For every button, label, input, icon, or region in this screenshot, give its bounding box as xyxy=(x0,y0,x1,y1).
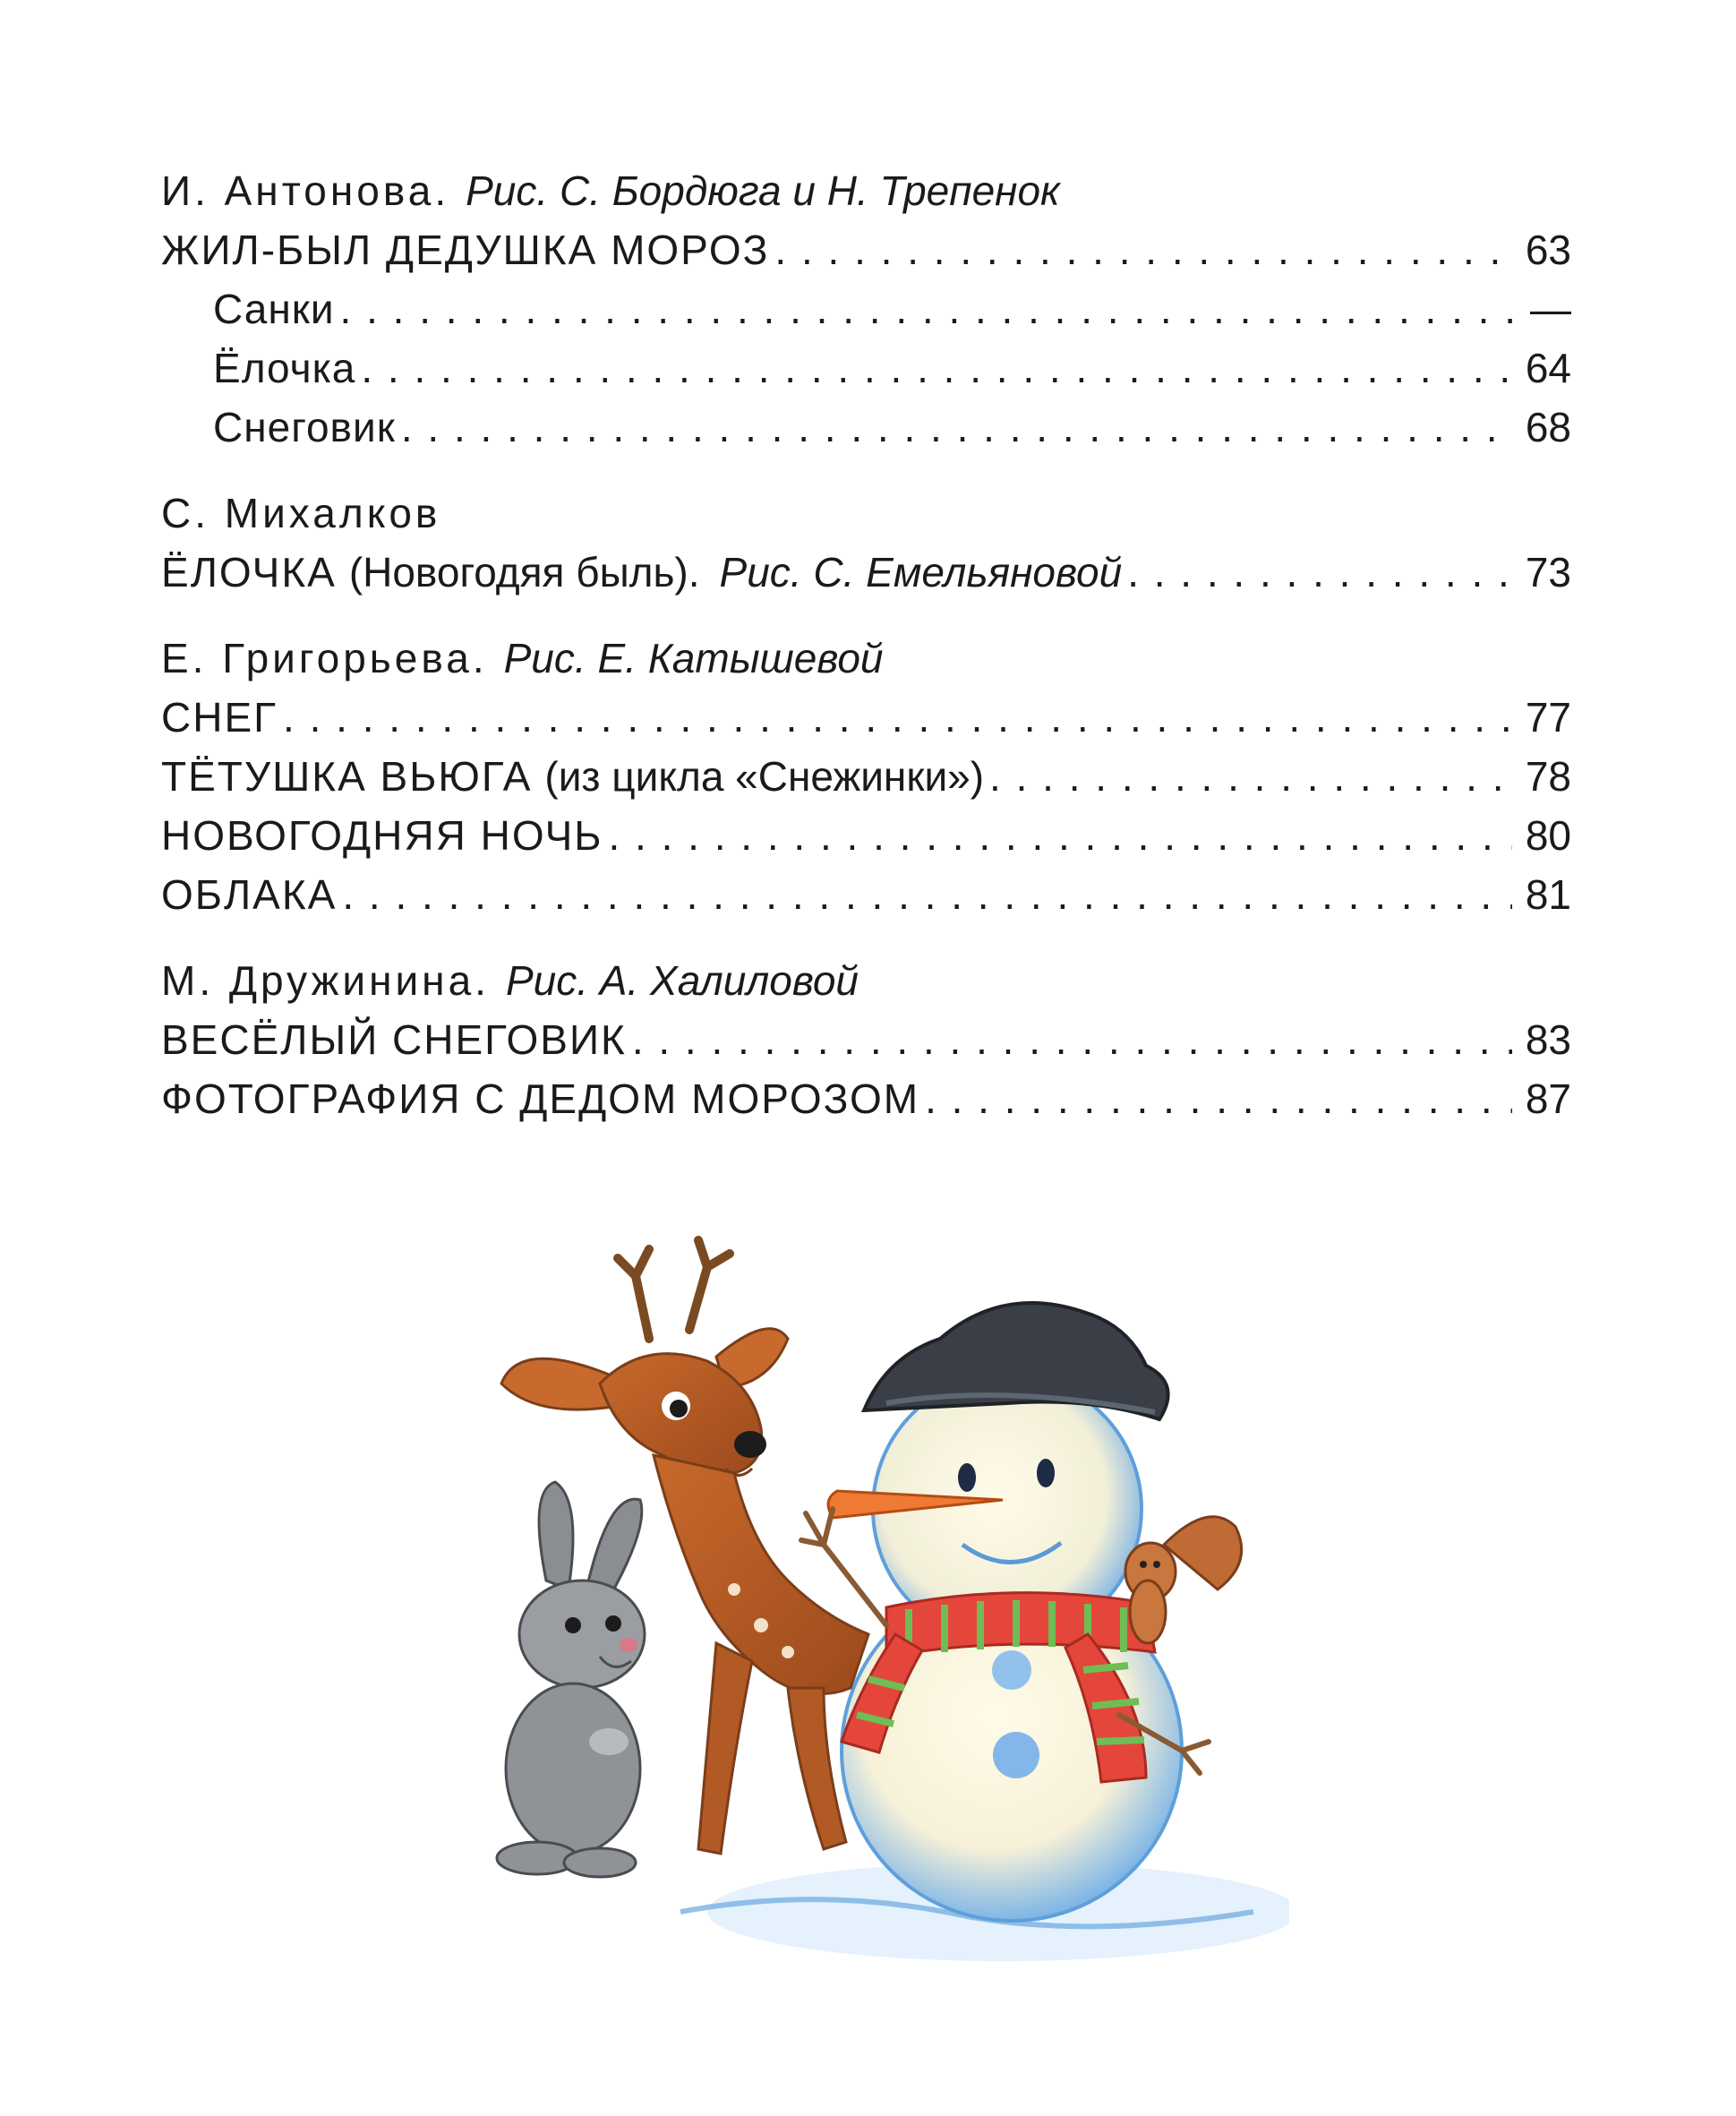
toc-subentry[interactable] xyxy=(161,398,1571,457)
dot-leader xyxy=(925,1069,1512,1128)
entry-title: СНЕГ xyxy=(161,694,278,741)
entry-title: ТЁТУШКА ВЬЮГА xyxy=(161,753,533,800)
squirrel xyxy=(1125,1517,1242,1643)
toc-entry[interactable] xyxy=(161,1010,1571,1069)
toc-entry[interactable] xyxy=(161,1069,1571,1128)
page-number: 73 xyxy=(1525,549,1571,595)
illustrator-credit: Рис. С. Бордюга и Н. Трепенок xyxy=(466,167,1060,214)
dot-leader xyxy=(989,747,1512,806)
page-number: 78 xyxy=(1525,753,1571,800)
dot-leader xyxy=(340,279,1512,338)
author-name: Е. Григорьева. xyxy=(161,635,488,681)
entry-title: Снеговик xyxy=(213,404,396,450)
entry-note: (из цикла «Снежинки») xyxy=(544,753,985,800)
author-line xyxy=(161,951,1571,1010)
toc-subentry[interactable] xyxy=(161,279,1571,338)
author-name: М. Дружинина. xyxy=(161,957,490,1004)
toc-section xyxy=(161,161,1571,457)
page-number: 77 xyxy=(1525,694,1571,741)
entry-title: ЁЛОЧКА xyxy=(161,549,337,595)
entry-note: (Новогодяя быль). xyxy=(348,549,700,595)
hare xyxy=(497,1482,645,1877)
entry-title: ВЕСЁЛЫЙ СНЕГОВИК xyxy=(161,1016,627,1063)
dot-leader xyxy=(342,865,1512,924)
dot-leader xyxy=(401,398,1512,457)
page-number: 83 xyxy=(1525,1016,1571,1063)
illustrator-credit: Рис. С. Емельяновой xyxy=(719,549,1123,595)
dot-leader xyxy=(361,338,1512,398)
page-number: 63 xyxy=(1525,227,1571,273)
author-name: С. Михалков xyxy=(161,490,441,536)
author-line xyxy=(161,161,1571,220)
entry-title: НОВОГОДНЯЯ НОЧЬ xyxy=(161,812,603,859)
author-line xyxy=(161,484,1571,543)
toc-section xyxy=(161,484,1571,602)
toc-entry[interactable] xyxy=(161,688,1571,747)
toc-entry[interactable] xyxy=(161,865,1571,924)
toc-entry[interactable] xyxy=(161,543,1571,602)
page-number: — xyxy=(1530,286,1571,332)
toc-entry[interactable] xyxy=(161,220,1571,279)
illustrator-credit: Рис. Е. Катышевой xyxy=(503,635,884,681)
author-name: И. Антонова. xyxy=(161,167,450,214)
illustrator-credit: Рис. А. Халиловой xyxy=(505,957,859,1004)
toc-subentry[interactable] xyxy=(161,338,1571,398)
entry-title: Ёлочка xyxy=(213,345,356,391)
entry-title: ЖИЛ-БЫЛ ДЕДУШКА МОРОЗ xyxy=(161,227,770,273)
author-line xyxy=(161,629,1571,688)
entry-title: Санки xyxy=(213,286,335,332)
entry-title: ОБЛАКА xyxy=(161,871,338,918)
snowman-illustration xyxy=(466,1204,1289,1992)
toc-entry[interactable] xyxy=(161,806,1571,865)
toc-section xyxy=(161,951,1571,1128)
dot-leader xyxy=(774,220,1512,279)
dot-leader xyxy=(283,688,1512,747)
toc-section xyxy=(161,629,1571,924)
page-number: 87 xyxy=(1525,1075,1571,1122)
page-number: 80 xyxy=(1525,812,1571,859)
dot-leader xyxy=(1127,543,1512,602)
page-number: 81 xyxy=(1525,871,1571,918)
dot-leader xyxy=(632,1010,1512,1069)
page-number: 68 xyxy=(1525,404,1571,450)
table-of-contents xyxy=(161,161,1571,1128)
entry-title: ФОТОГРАФИЯ С ДЕДОМ МОРОЗОМ xyxy=(161,1075,920,1122)
page-number: 64 xyxy=(1525,345,1571,391)
toc-entry[interactable] xyxy=(161,747,1571,806)
dot-leader xyxy=(608,806,1512,865)
